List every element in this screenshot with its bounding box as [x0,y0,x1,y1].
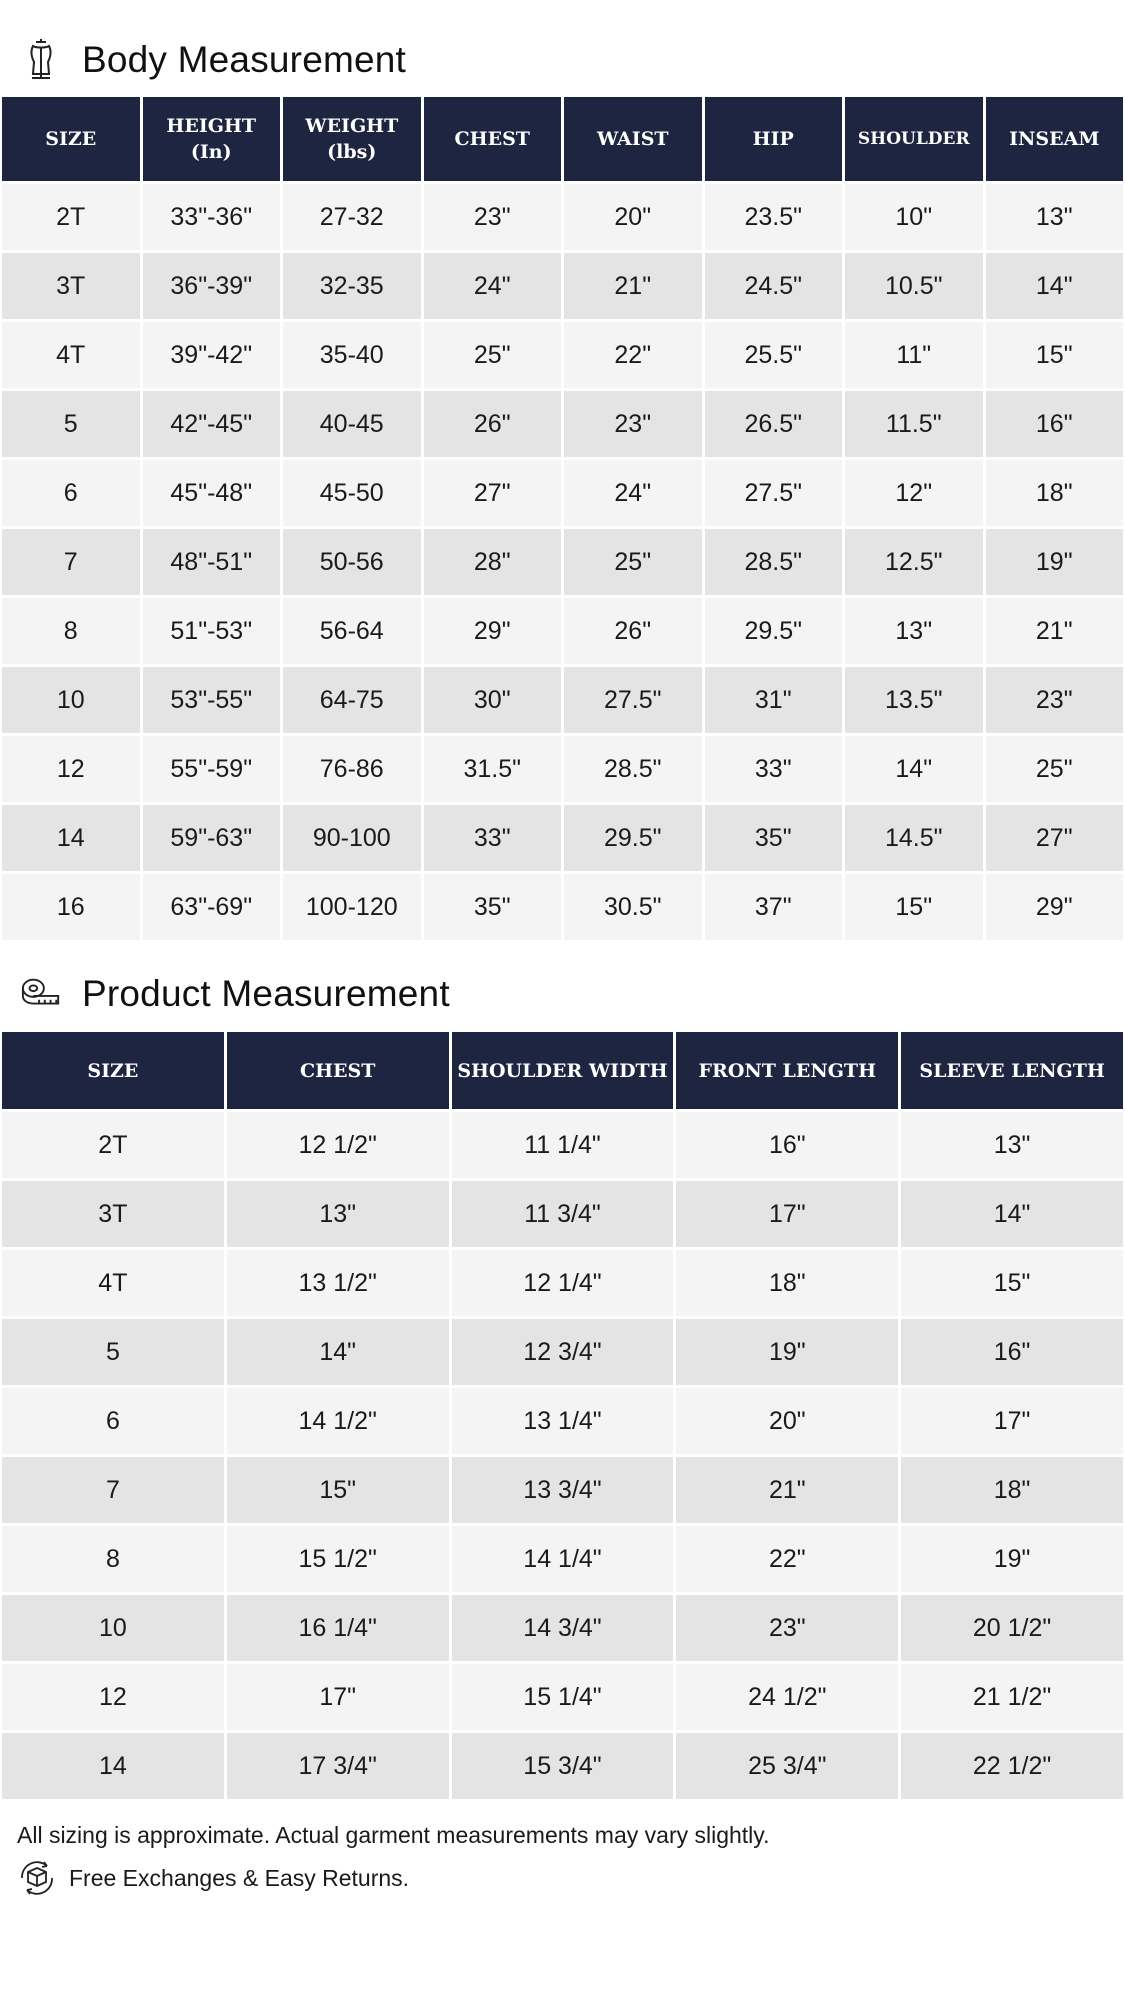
table-cell: 64-75 [283,667,421,733]
col-header-waist: WAIST [564,97,702,181]
table-row [2,874,1123,940]
table-cell: 28.5" [705,529,843,595]
table-row [2,1112,1123,1178]
table-cell: 12 3/4" [452,1319,674,1385]
table-cell: 21 1/2" [901,1664,1123,1730]
table-cell: 13 1/2" [227,1250,449,1316]
table-row [2,460,1123,526]
table-row [2,1181,1123,1247]
table-cell: 13" [845,598,983,664]
table-cell: 18" [986,460,1124,526]
table-cell: 55"-59" [143,736,281,802]
table-cell: 15 3/4" [452,1733,674,1799]
table-cell: 17 3/4" [227,1733,449,1799]
table-cell: 37" [705,874,843,940]
table-cell: 14 [2,805,140,871]
table-cell: 20" [676,1388,898,1454]
table-cell: 11.5" [845,391,983,457]
col-header-size: SIZE [2,1032,224,1109]
table-cell: 25" [986,736,1124,802]
table-cell: 5 [2,1319,224,1385]
table-cell: 6 [2,1388,224,1454]
table-cell: 16 1/4" [227,1595,449,1661]
table-cell: 45"-48" [143,460,281,526]
product-table-body [2,1112,1123,1799]
table-cell: 19" [901,1526,1123,1592]
table-cell: 27" [986,805,1124,871]
col-header-sleeve-length: SLEEVE LENGTH [901,1032,1123,1109]
table-cell: 23.5" [705,184,843,250]
table-cell: 35" [705,805,843,871]
table-cell: 3T [2,1181,224,1247]
table-cell: 59"-63" [143,805,281,871]
table-cell: 19" [676,1319,898,1385]
table-cell: 14 1/2" [227,1388,449,1454]
table-cell: 21" [564,253,702,319]
table-cell: 23" [986,667,1124,733]
table-cell: 24" [564,460,702,526]
table-cell: 24 1/2" [676,1664,898,1730]
table-cell: 7 [2,1457,224,1523]
table-cell: 3T [2,253,140,319]
table-cell: 8 [2,1526,224,1592]
table-row [2,1250,1123,1316]
table-row [2,1388,1123,1454]
table-cell: 26" [424,391,562,457]
sizing-disclaimer: All sizing is approximate. Actual garment measurements may vary slightly. [17,1822,770,1848]
table-row [2,1733,1123,1799]
table-cell: 50-56 [283,529,421,595]
table-cell: 12 1/2" [227,1112,449,1178]
col-header-shoulder: SHOULDER [845,97,983,181]
table-cell: 15 1/4" [452,1664,674,1730]
table-cell: 33" [705,736,843,802]
col-header-height: HEIGHT (In) [143,97,281,181]
dress-form-icon [20,39,62,81]
table-cell: 21" [986,598,1124,664]
table-cell: 12 [2,1664,224,1730]
table-cell: 19" [986,529,1124,595]
table-cell: 36"-39" [143,253,281,319]
table-cell: 10" [845,184,983,250]
table-row [2,1526,1123,1592]
col-header-size: SIZE [2,97,140,181]
table-cell: 11" [845,322,983,388]
product-table-header-row [2,1032,1123,1109]
table-row [2,1457,1123,1523]
box-exchange-icon [17,1858,57,1898]
table-cell: 63"-69" [143,874,281,940]
table-cell: 40-45 [283,391,421,457]
table-cell: 15" [901,1250,1123,1316]
table-cell: 27.5" [705,460,843,526]
table-row [2,391,1123,457]
table-cell: 2T [2,184,140,250]
table-cell: 35" [424,874,562,940]
table-cell: 14 1/4" [452,1526,674,1592]
table-cell: 27-32 [283,184,421,250]
table-cell: 14" [227,1319,449,1385]
table-cell: 48"-51" [143,529,281,595]
table-cell: 16 [2,874,140,940]
table-cell: 4T [2,1250,224,1316]
product-measurement-title: Product Measurement [82,973,450,1014]
table-cell: 31" [705,667,843,733]
measuring-tape-icon [20,973,62,1015]
table-cell: 42"-45" [143,391,281,457]
returns-info [17,1858,409,1898]
product-measurement-table [0,1029,1125,1802]
product-measurement-heading [0,954,1125,1034]
table-cell: 18" [901,1457,1123,1523]
table-cell: 17" [227,1664,449,1730]
table-row [2,1664,1123,1730]
table-cell: 11 1/4" [452,1112,674,1178]
table-cell: 23" [424,184,562,250]
table-cell: 13 1/4" [452,1388,674,1454]
table-cell: 29" [424,598,562,664]
table-cell: 13" [227,1181,449,1247]
table-cell: 12 [2,736,140,802]
table-row [2,529,1123,595]
table-cell: 23" [564,391,702,457]
table-cell: 76-86 [283,736,421,802]
table-cell: 15" [845,874,983,940]
table-cell: 14.5" [845,805,983,871]
table-row [2,805,1123,871]
table-cell: 25" [564,529,702,595]
col-header-chest: CHEST [227,1032,449,1109]
table-cell: 27" [424,460,562,526]
table-cell: 13" [986,184,1124,250]
table-cell: 13" [901,1112,1123,1178]
table-row [2,1319,1123,1385]
table-cell: 15" [986,322,1124,388]
table-cell: 14 [2,1733,224,1799]
table-cell: 32-35 [283,253,421,319]
table-cell: 22" [564,322,702,388]
table-cell: 26.5" [705,391,843,457]
table-cell: 18" [676,1250,898,1316]
table-cell: 27.5" [564,667,702,733]
table-cell: 20 1/2" [901,1595,1123,1661]
table-cell: 14" [845,736,983,802]
table-cell: 12.5" [845,529,983,595]
table-cell: 16" [901,1319,1123,1385]
col-header-inseam: INSEAM [986,97,1124,181]
table-row [2,1595,1123,1661]
col-header-shoulder-width: SHOULDER WIDTH [452,1032,674,1109]
table-cell: 39"-42" [143,322,281,388]
table-cell: 29.5" [564,805,702,871]
table-cell: 26" [564,598,702,664]
table-cell: 15" [227,1457,449,1523]
table-cell: 56-64 [283,598,421,664]
body-table-body [2,184,1123,940]
table-cell: 14" [986,253,1124,319]
table-cell: 12 1/4" [452,1250,674,1316]
table-row [2,598,1123,664]
returns-text: Free Exchanges & Easy Returns. [69,1864,410,1891]
table-cell: 13 3/4" [452,1457,674,1523]
table-cell: 13.5" [845,667,983,733]
col-header-front-length: FRONT LENGTH [676,1032,898,1109]
table-cell: 90-100 [283,805,421,871]
table-cell: 4T [2,322,140,388]
table-cell: 23" [676,1595,898,1661]
table-cell: 7 [2,529,140,595]
table-cell: 16" [986,391,1124,457]
table-cell: 28" [424,529,562,595]
table-row [2,253,1123,319]
table-cell: 14 3/4" [452,1595,674,1661]
table-cell: 25 3/4" [676,1733,898,1799]
table-cell: 25.5" [705,322,843,388]
table-cell: 45-50 [283,460,421,526]
table-cell: 25" [424,322,562,388]
table-cell: 24.5" [705,253,843,319]
table-cell: 28.5" [564,736,702,802]
table-row [2,184,1123,250]
table-cell: 30" [424,667,562,733]
table-cell: 30.5" [564,874,702,940]
table-cell: 51"-53" [143,598,281,664]
body-measurement-heading [0,20,1125,100]
body-measurement-title: Body Measurement [82,39,407,80]
table-cell: 6 [2,460,140,526]
table-cell: 10 [2,667,140,733]
table-row [2,667,1123,733]
table-cell: 33"-36" [143,184,281,250]
table-cell: 15 1/2" [227,1526,449,1592]
table-cell: 22 1/2" [901,1733,1123,1799]
table-cell: 100-120 [283,874,421,940]
table-cell: 11 3/4" [452,1181,674,1247]
table-cell: 31.5" [424,736,562,802]
table-cell: 12" [845,460,983,526]
table-cell: 20" [564,184,702,250]
table-cell: 29.5" [705,598,843,664]
table-cell: 17" [676,1181,898,1247]
col-header-chest: CHEST [424,97,562,181]
table-cell: 14" [901,1181,1123,1247]
table-cell: 10.5" [845,253,983,319]
table-row [2,322,1123,388]
table-cell: 24" [424,253,562,319]
table-cell: 8 [2,598,140,664]
table-cell: 2T [2,1112,224,1178]
table-row [2,736,1123,802]
table-cell: 33" [424,805,562,871]
table-cell: 16" [676,1112,898,1178]
body-table-header-row [2,97,1123,181]
table-cell: 10 [2,1595,224,1661]
table-cell: 35-40 [283,322,421,388]
table-cell: 22" [676,1526,898,1592]
table-cell: 53"-55" [143,667,281,733]
table-cell: 17" [901,1388,1123,1454]
table-cell: 5 [2,391,140,457]
table-cell: 29" [986,874,1124,940]
col-header-weight: WEIGHT (lbs) [283,97,421,181]
body-measurement-table [0,94,1125,943]
col-header-hip: HIP [705,97,843,181]
table-cell: 21" [676,1457,898,1523]
